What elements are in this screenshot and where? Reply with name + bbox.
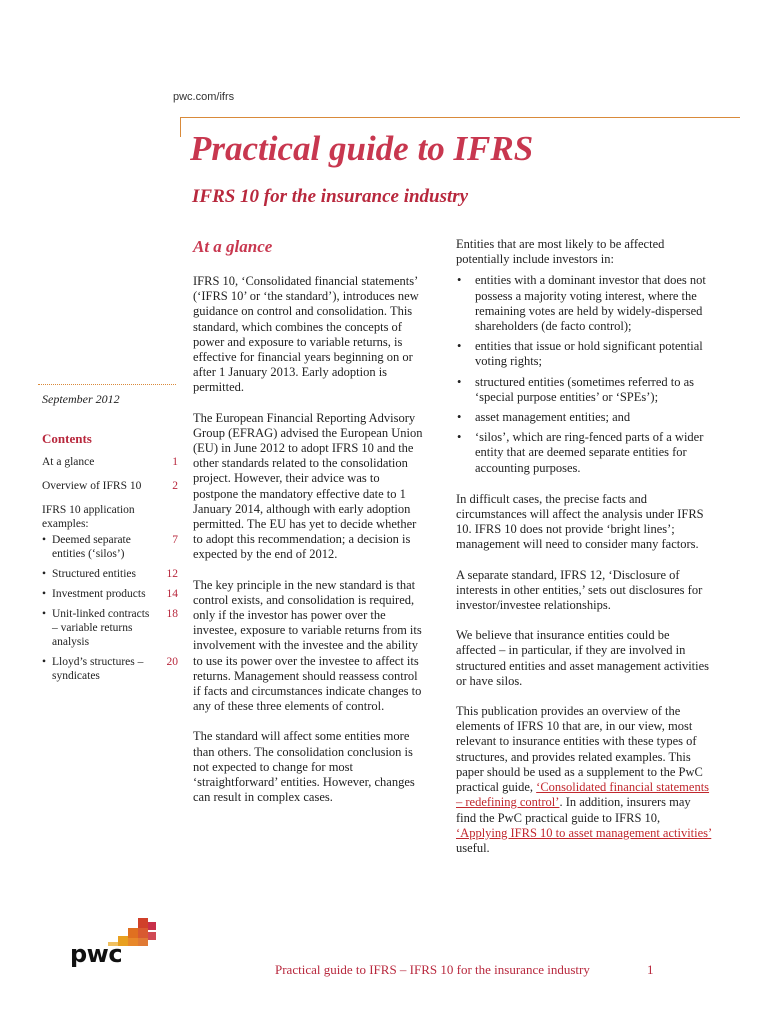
body-paragraph: The standard will affect some entities more than others. The consolidation conclusion is not expected to change for most ‘straightforward’ entities. However, changes can result in complex cases.: [193, 729, 415, 805]
body-paragraph: IFRS 10, ‘Consolidated financial statements’ (‘IFRS 10’ or ‘the standard’), introduces new guidance on control and consolidation. This standard, which combines the concepts of power and exposure to variable returns, is effective for financial years beginning on or after 1 January 2013. Early adoption is permitted.: [193, 274, 419, 395]
bullet-item: • entities with a dominant investor that does not possess a majority voting interest, where the remaining votes are held by widely-dispersed shareholders (de facto control);: [456, 273, 712, 334]
toc-item-page: 18: [166, 608, 178, 620]
toc-item-page: 20: [166, 656, 178, 668]
bullet-item: • asset management entities; and: [456, 410, 712, 425]
body-column-right: [456, 237, 712, 871]
section-heading: At a glance: [193, 237, 273, 256]
toc-item-page: 2: [172, 480, 178, 492]
date-divider: [38, 384, 176, 385]
site-url[interactable]: pwc.com/ifrs: [173, 91, 235, 103]
body-paragraph-with-links: [456, 704, 712, 856]
toc-subitem-unit-linked[interactable]: [42, 607, 178, 649]
body-paragraph: The European Financial Reporting Advisory Group (EFRAG) advised the European Union (EU) in June 2012 to adopt IFRS 10 and the other standards related to the consolidation project. However, their advice was to postpone the mandatory effective date to 1 January 2014, although with early adoption permitted. The EU has yet to decide whether to adopt this recommendation; a decision is expected by the end of 2012.: [193, 410, 423, 562]
publication-date: September 2012: [42, 392, 120, 406]
toc-subitem-structured[interactable]: [42, 567, 178, 581]
paragraph-text: useful.: [456, 840, 490, 855]
toc-item-page: 7: [172, 534, 178, 546]
body-paragraph: A separate standard, IFRS 12, ‘Disclosure of interests in other entities,’ sets out disclosures for investor/investee relationships.: [456, 567, 703, 613]
paragraph-text: . In addition, insurers may find the PwC practical guide to IFRS 10,: [456, 795, 691, 825]
bullet-item: • ‘silos’, which are ring-fenced parts of a wider entity that are deemed separate entities for accounting purposes.: [456, 430, 712, 476]
toc-item-page: 14: [166, 588, 178, 600]
page-title: Practical guide to IFRS: [190, 129, 534, 168]
body-column-left: [193, 274, 425, 821]
body-paragraph: We believe that insurance entities could be affected – in particular, if they are involved in structured entities and asset management activities or have silos.: [456, 628, 710, 688]
toc-group-label: IFRS 10 application examples:: [42, 504, 135, 530]
link-consolidated-guide[interactable]: ‘Consolidated financial statements – redefining control’: [456, 780, 710, 810]
toc-item-page: 1: [172, 456, 178, 468]
toc-item-page: 12: [166, 568, 178, 580]
bullet-item: • structured entities (sometimes referred to as ‘special purpose entities’ or ‘SPEs’);: [456, 375, 712, 405]
contents-title: Contents: [42, 431, 92, 446]
toc-item-label: • Unit-linked contracts – variable returns analysis: [52, 608, 150, 648]
page-subtitle: IFRS 10 for the insurance industry: [192, 186, 469, 207]
page-number: 1: [647, 962, 654, 977]
toc-subitem-investment[interactable]: [42, 587, 178, 601]
toc-item-label: • Deemed separate entities (‘silos’): [52, 534, 131, 560]
toc-item-label: Overview of IFRS 10: [42, 480, 142, 492]
header-frame-tick: [180, 117, 181, 137]
affected-entities-list: [456, 273, 712, 475]
toc-item-label: • Structured entities: [52, 568, 136, 580]
toc-subitem-silos[interactable]: [42, 533, 178, 561]
toc-item-label: At a glance: [42, 456, 95, 468]
body-paragraph: The key principle in the new standard is that control exists, and consolidation is required, only if the investor has power over the investee, exposure to variable returns from its involvement with the investee and the ability to use its power over the investee to affect its returns. Management should reassess control if facts and circumstances indicate changes to any of these three elements of control.: [193, 577, 422, 714]
bullet-item: • entities that issue or hold significant potential voting rights;: [456, 339, 712, 369]
bullet-intro: Entities that are most likely to be affected potentially include investors in:: [456, 237, 665, 267]
paragraph-text: This publication provides an overview of the elements of IFRS 10 that are, in our view, most relevant to insurance entities with these types of structures, and provides related examples. This paper should be used as a supplement to the PwC practical guide,: [456, 704, 703, 795]
toc-sublist: [42, 533, 178, 683]
toc-item-overview[interactable]: [42, 479, 178, 493]
header-frame-line: [180, 117, 740, 118]
toc-item-label: • Investment products: [52, 588, 146, 600]
body-paragraph: In difficult cases, the precise facts and circumstances will affect the analysis under IFRS 10. IFRS 10 does not provide ‘bright lines’; management will need to consider many factors.: [456, 491, 704, 552]
toc-item-label: • Lloyd’s structures – syndicates: [52, 656, 144, 682]
footer-text: Practical guide to IFRS – IFRS 10 for the insurance industry: [275, 962, 590, 977]
toc-item-at-a-glance[interactable]: [42, 455, 178, 469]
toc-subitem-lloyds[interactable]: [42, 655, 178, 683]
contents-panel: [42, 432, 178, 689]
pwc-logo: pwc: [70, 940, 123, 968]
link-asset-management-guide[interactable]: ‘Applying IFRS 10 to asset management activities’: [456, 825, 712, 840]
